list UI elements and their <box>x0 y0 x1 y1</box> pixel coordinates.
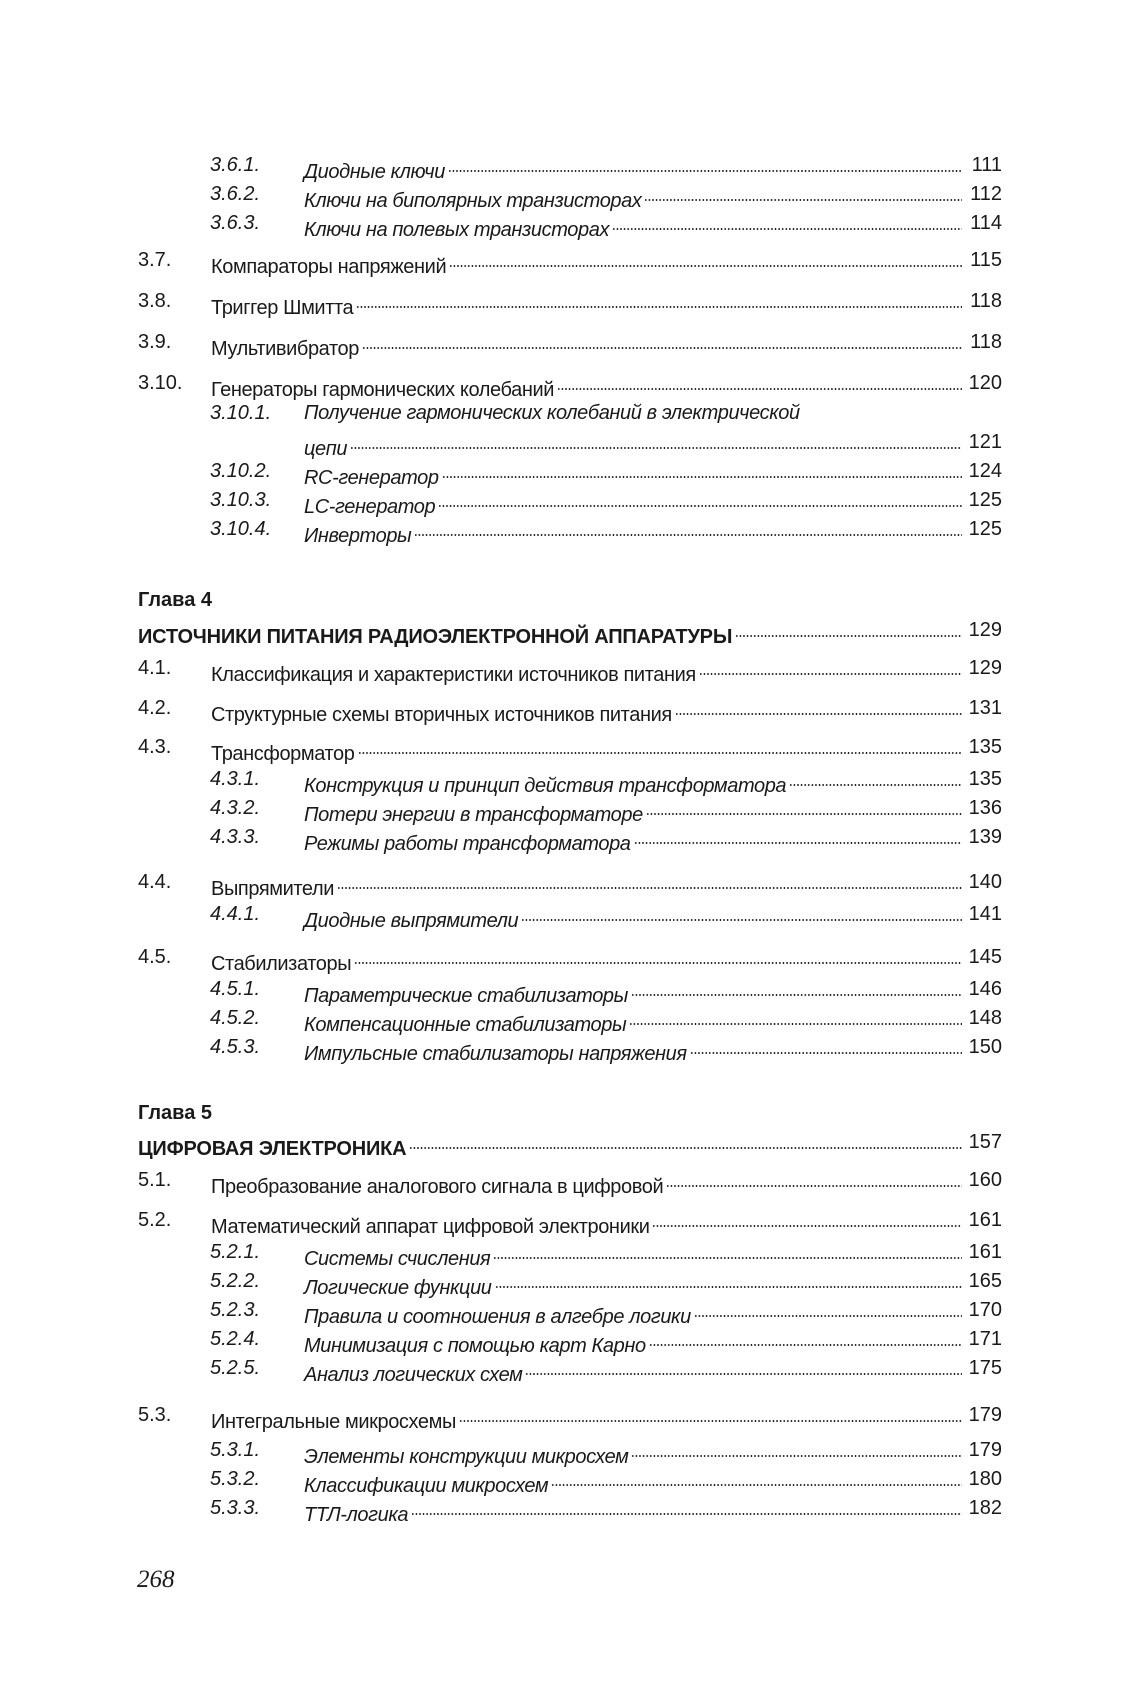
section-title: Математический аппарат цифровой электроники <box>211 1216 650 1238</box>
dot-leader <box>649 1326 962 1352</box>
section-title: Ключи на полевых транзисторах <box>304 219 610 241</box>
section-number: 5.2.2. <box>210 1270 261 1292</box>
section-number: 5.2.3. <box>210 1299 261 1321</box>
toc-entry[interactable] <box>0 766 1142 797</box>
page-ref: 180 <box>968 1468 1002 1490</box>
section-number: 4.5. <box>138 946 172 968</box>
dot-leader <box>442 458 962 484</box>
toc-entry[interactable] <box>0 1402 1142 1433</box>
section-title: Логические функции <box>304 1277 492 1299</box>
toc-entry[interactable] <box>0 824 1142 855</box>
section-title: Системы счисления <box>304 1248 491 1270</box>
section-number: 4.4.1. <box>210 903 261 925</box>
dot-leader <box>438 487 962 513</box>
dot-leader <box>449 247 962 273</box>
section-title: Диодные ключи <box>304 161 445 183</box>
dot-leader <box>411 1495 962 1521</box>
section-number: 3.8. <box>138 290 172 312</box>
toc-entry[interactable] <box>0 516 1142 547</box>
toc-entry[interactable] <box>0 1167 1142 1198</box>
section-title: Ключи на биполярных транзисторах <box>304 190 642 212</box>
section-number: 5.2.5. <box>210 1357 261 1379</box>
page-ref: 141 <box>968 903 1002 925</box>
page-ref: 145 <box>968 946 1002 968</box>
toc-entry[interactable] <box>0 247 1142 278</box>
dot-leader <box>337 869 962 895</box>
section-title: ИСТОЧНИКИ ПИТАНИЯ РАДИОЭЛЕКТРОННОЙ АППАРАТУРЫ <box>138 626 733 648</box>
section-number: 4.3. <box>138 736 172 758</box>
page-ref: 131 <box>968 697 1002 719</box>
section-title: Правила и соотношения в алгебре логики <box>304 1306 691 1328</box>
page-ref: 112 <box>970 183 1002 205</box>
dot-leader <box>694 1297 962 1323</box>
toc-entry[interactable] <box>0 944 1142 975</box>
dot-leader <box>646 795 962 821</box>
toc-entry[interactable] <box>0 429 1142 460</box>
page-ref: 140 <box>968 871 1002 893</box>
section-number: 3.6.2. <box>210 183 261 205</box>
section-title: ТТЛ-логика <box>304 1504 409 1526</box>
entry-line <box>211 370 965 403</box>
toc-entry[interactable] <box>0 329 1142 360</box>
toc-entry[interactable] <box>0 1005 1142 1036</box>
dot-leader <box>644 181 962 207</box>
page-ref: 160 <box>968 1169 1002 1191</box>
section-number: 3.10.1. <box>210 402 272 424</box>
section-number: 5.2.4. <box>210 1328 261 1350</box>
page-ref: 118 <box>970 290 1002 312</box>
chapter-label: Глава 5 <box>138 1102 213 1124</box>
section-title: цепи <box>304 438 348 460</box>
section-number: 3.10.2. <box>210 460 272 482</box>
section-title: Диодные выпрямители <box>304 910 519 932</box>
section-number: 5.2. <box>138 1209 172 1231</box>
section-title: Анализ логических схем <box>304 1364 523 1386</box>
toc-entry[interactable] <box>0 1437 1142 1468</box>
section-title: Выпрямители <box>211 878 335 900</box>
entry-line <box>211 734 965 767</box>
entry-line <box>211 869 965 902</box>
toc-entry[interactable] <box>0 487 1142 518</box>
toc-entry[interactable] <box>0 1466 1142 1497</box>
toc-entry[interactable] <box>0 1297 1142 1328</box>
section-title: Потери энергии в трансформаторе <box>304 804 643 826</box>
entry-line <box>211 1402 965 1435</box>
entry-line <box>304 824 965 857</box>
toc-entry[interactable] <box>0 976 1142 1007</box>
toc-entry[interactable] <box>0 795 1142 826</box>
dot-leader <box>666 1167 962 1193</box>
dot-leader <box>690 1034 962 1060</box>
chapter-title-entry[interactable] <box>0 1129 1142 1160</box>
dot-leader <box>495 1268 962 1294</box>
entry-line <box>211 655 965 688</box>
page-ref: 150 <box>968 1036 1002 1058</box>
section-number: 3.10.3. <box>210 489 272 511</box>
section-number: 3.6.1. <box>210 154 261 176</box>
dot-leader <box>414 516 962 542</box>
toc-entry[interactable] <box>0 1326 1142 1357</box>
toc-entry[interactable] <box>0 734 1142 765</box>
section-number: 4.1. <box>138 657 172 679</box>
section-title: Инверторы <box>304 525 412 547</box>
section-title: Элементы конструкции микросхем <box>304 1446 629 1468</box>
page-ref: 161 <box>968 1209 1002 1231</box>
section-number: 5.2.1. <box>210 1241 261 1263</box>
section-number: 3.9. <box>138 331 172 353</box>
page-ref: 121 <box>968 431 1002 453</box>
entry-line <box>211 695 965 728</box>
page-ref: 179 <box>968 1404 1002 1426</box>
toc-entry[interactable] <box>0 181 1142 212</box>
dot-leader <box>362 329 962 355</box>
page-ref: 175 <box>968 1357 1002 1379</box>
section-number: 4.3.2. <box>210 797 261 819</box>
section-title: Получение гармонических колебаний в электрической <box>304 402 800 424</box>
toc-entry[interactable] <box>0 869 1142 900</box>
dot-leader <box>409 1129 962 1155</box>
section-number: 4.3.1. <box>210 768 261 790</box>
toc-entry[interactable] <box>0 1034 1142 1065</box>
section-title: Конструкция и принцип действия трансформатора <box>304 775 787 797</box>
section-number: 3.7. <box>138 249 172 271</box>
entry-line <box>304 516 965 549</box>
section-title: Генераторы гармонических колебаний <box>211 379 555 401</box>
dot-leader <box>354 944 962 970</box>
dot-leader <box>675 695 962 721</box>
section-title: Режимы работы трансформатора <box>304 833 631 855</box>
entry-line <box>138 1129 965 1162</box>
section-number: 3.10. <box>138 372 183 394</box>
dot-leader <box>521 901 962 927</box>
section-title: Мультивибратор <box>211 338 359 360</box>
toc-entry[interactable] <box>0 1355 1142 1386</box>
page-ref: 139 <box>968 826 1002 848</box>
section-number: 4.4. <box>138 871 172 893</box>
section-number: 5.3.3. <box>210 1497 261 1519</box>
entry-line <box>211 1207 965 1240</box>
page-ref: 179 <box>968 1439 1002 1461</box>
dot-leader <box>356 288 962 314</box>
section-number: 5.3.1. <box>210 1439 261 1461</box>
page-ref: 171 <box>968 1328 1002 1350</box>
dot-leader <box>735 617 962 643</box>
page-ref: 157 <box>968 1131 1002 1153</box>
entry-line <box>304 1355 965 1388</box>
page-ref: 124 <box>968 460 1002 482</box>
toc-entry[interactable] <box>0 210 1142 241</box>
entry-line <box>304 1495 965 1528</box>
page-ref: 146 <box>968 978 1002 1000</box>
dot-leader <box>448 152 962 178</box>
dot-leader <box>631 1437 962 1463</box>
toc-entry[interactable] <box>0 1207 1142 1238</box>
dot-leader <box>557 370 962 396</box>
page-ref: 135 <box>968 768 1002 790</box>
section-title: Преобразование аналогового сигнала в цифровой <box>211 1176 664 1198</box>
toc-entry[interactable] <box>0 370 1142 401</box>
dot-leader <box>350 429 962 455</box>
section-title: Интегральные микросхемы <box>211 1411 456 1433</box>
dot-leader <box>634 824 962 850</box>
page-ref: 136 <box>968 797 1002 819</box>
page-ref: 125 <box>968 518 1002 540</box>
section-title: RC-генератор <box>304 467 439 489</box>
section-title: Структурные схемы вторичных источников питания <box>211 704 672 726</box>
section-title: ЦИФРОВАЯ ЭЛЕКТРОНИКА <box>138 1138 407 1160</box>
dot-leader <box>652 1207 962 1233</box>
section-title: Стабилизаторы <box>211 953 352 975</box>
page-ref: 118 <box>970 331 1002 353</box>
page-number: 268 <box>137 1566 175 1593</box>
section-number: 5.1. <box>138 1169 172 1191</box>
toc-entry[interactable] <box>0 400 1142 426</box>
toc-entry[interactable] <box>0 152 1142 183</box>
section-number: 4.2. <box>138 697 172 719</box>
page-ref: 148 <box>968 1007 1002 1029</box>
entry-line <box>304 400 800 426</box>
section-number: 3.6.3. <box>210 212 261 234</box>
page-ref: 129 <box>968 657 1002 679</box>
toc-entry[interactable] <box>0 655 1142 686</box>
toc-entry[interactable] <box>0 1268 1142 1299</box>
entry-line <box>304 210 965 243</box>
page-ref: 161 <box>968 1241 1002 1263</box>
dot-leader <box>631 976 962 1002</box>
section-title: LC-генератор <box>304 496 436 518</box>
section-title: Классификации микросхем <box>304 1475 549 1497</box>
page-ref: 125 <box>968 489 1002 511</box>
toc-entry[interactable] <box>0 288 1142 319</box>
section-number: 4.5.3. <box>210 1036 261 1058</box>
dot-leader <box>493 1239 962 1265</box>
entry-line <box>304 901 965 934</box>
section-number: 5.3. <box>138 1404 172 1426</box>
dot-leader <box>551 1466 962 1492</box>
section-number: 4.5.1. <box>210 978 261 1000</box>
section-title: Импульсные стабилизаторы напряжения <box>304 1043 687 1065</box>
toc-entry[interactable] <box>0 695 1142 726</box>
section-number: 5.3.2. <box>210 1468 261 1490</box>
section-number: 4.5.2. <box>210 1007 261 1029</box>
section-number: 3.10.4. <box>210 518 272 540</box>
dot-leader <box>629 1005 962 1031</box>
toc-entry[interactable] <box>0 1239 1142 1270</box>
section-title: Минимизация с помощью карт Карно <box>304 1335 646 1357</box>
page-ref: 114 <box>970 212 1002 234</box>
entry-line <box>304 1034 965 1067</box>
dot-leader <box>525 1355 962 1381</box>
dot-leader <box>789 766 962 792</box>
section-title: Классификация и характеристики источников питания <box>211 664 696 686</box>
entry-line <box>211 944 965 977</box>
section-title: Компараторы напряжений <box>211 256 447 278</box>
section-title: Триггер Шмитта <box>211 297 354 319</box>
page-ref: 182 <box>968 1497 1002 1519</box>
dot-leader <box>358 734 962 760</box>
section-title: Компенсационные стабилизаторы <box>304 1014 627 1036</box>
chapter-title-entry[interactable] <box>0 617 1142 648</box>
section-title: Трансформатор <box>211 743 355 765</box>
page-ref: 115 <box>970 249 1002 271</box>
entry-line <box>211 288 965 321</box>
page-ref: 135 <box>968 736 1002 758</box>
entry-line <box>211 1167 965 1200</box>
page-ref: 120 <box>968 372 1002 394</box>
toc-entry[interactable] <box>0 1495 1142 1526</box>
chapter-label: Глава 4 <box>138 589 213 611</box>
page-ref: 129 <box>968 619 1002 641</box>
section-title: Параметрические стабилизаторы <box>304 985 628 1007</box>
toc-entry[interactable] <box>0 458 1142 489</box>
entry-line <box>138 617 965 650</box>
entry-line <box>211 247 965 280</box>
page-ref: 170 <box>968 1299 1002 1321</box>
toc-entry[interactable] <box>0 901 1142 932</box>
dot-leader <box>459 1402 962 1428</box>
section-number: 4.3.3. <box>210 826 261 848</box>
dot-leader <box>612 210 962 236</box>
page-ref: 165 <box>968 1270 1002 1292</box>
page-ref: 111 <box>971 154 1002 176</box>
entry-line <box>211 329 965 362</box>
dot-leader <box>699 655 962 681</box>
